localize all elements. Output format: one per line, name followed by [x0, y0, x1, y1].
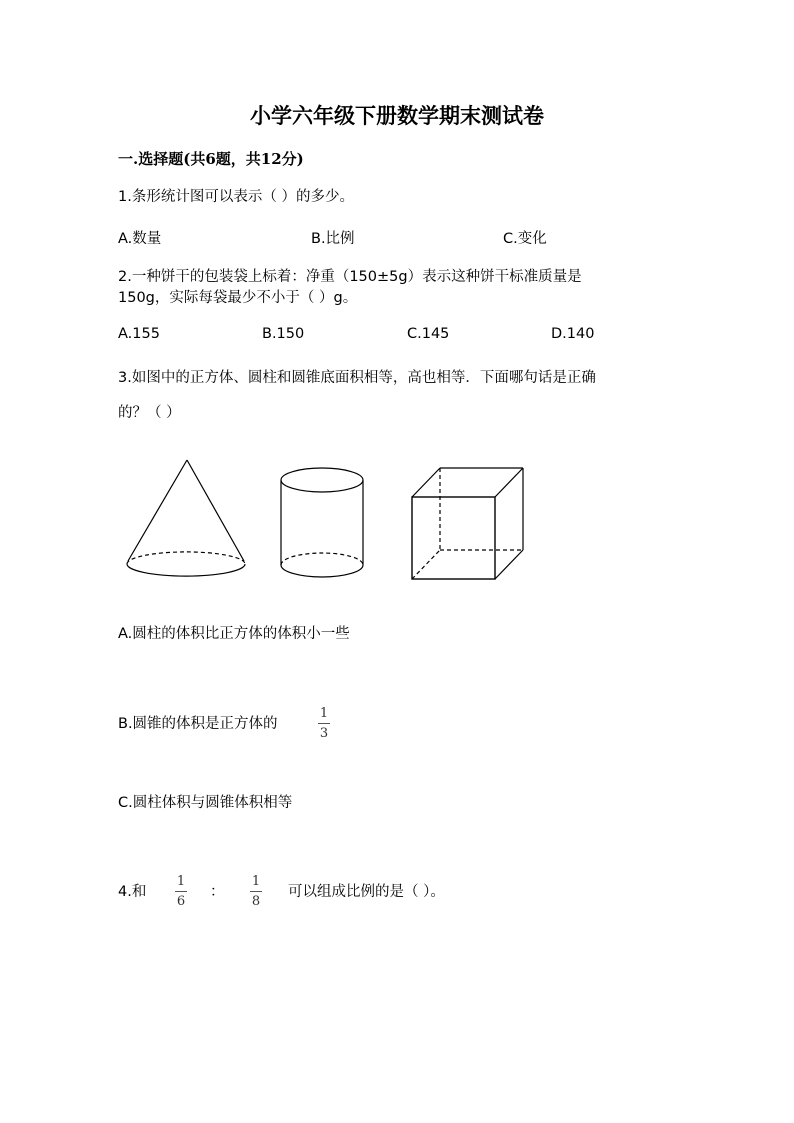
page-title: 小学六年级下册数学期末测试卷 — [250, 103, 544, 128]
question-1-stem: 1.条形统计图可以表示（ ）的多少。 — [118, 189, 354, 205]
fraction-denominator: 6 — [176, 894, 186, 909]
section-heading: 一.选择题(共6题，共12分) — [118, 150, 304, 168]
q2-option-a: A.155 — [118, 326, 160, 342]
q4-fraction-2 — [250, 874, 262, 909]
cylinder-icon — [275, 462, 370, 582]
q3-option-a: A.圆柱的体积比正方体的体积小一些 — [118, 626, 350, 642]
q2-option-b: B.150 — [262, 326, 305, 342]
q4-fraction-1 — [175, 874, 187, 909]
cone-icon — [120, 455, 250, 580]
fraction-bar — [318, 723, 330, 724]
q3-option-b-fraction — [318, 706, 330, 741]
q1-option-c: C.变化 — [503, 231, 547, 247]
fraction-numerator: 1 — [176, 874, 186, 889]
question-4-suffix: 可以组成比例的是（ ）。 — [288, 884, 445, 900]
fraction-denominator: 3 — [319, 726, 329, 741]
question-2-stem-line1: 2.一种饼干的包装袋上标着：净重（150±5g）表示这种饼干标准质量是 — [118, 269, 582, 285]
q2-option-c: C.145 — [407, 326, 450, 342]
fraction-denominator: 8 — [251, 894, 261, 909]
cube-icon — [405, 462, 530, 587]
question-3-stem-line2: 的？（ ） — [118, 405, 181, 421]
fraction-numerator: 1 — [251, 874, 261, 889]
fraction-numerator: 1 — [319, 706, 329, 721]
fraction-bar — [175, 891, 187, 892]
q4-colon: ： — [210, 884, 225, 900]
fraction-bar — [250, 891, 262, 892]
q3-option-b: B.圆锥的体积是正方体的 — [118, 716, 278, 732]
q1-option-a: A.数量 — [118, 231, 162, 247]
q1-option-b: B.比例 — [311, 231, 355, 247]
question-2-stem-line2: 150g，实际每袋最少不小于（ ）g。 — [118, 290, 358, 306]
q3-option-c: C.圆柱体积与圆锥体积相等 — [118, 795, 293, 811]
q2-option-d: D.140 — [551, 326, 595, 342]
question-3-stem-line1: 3.如图中的正方体、圆柱和圆锥底面积相等，高也相等．下面哪句话是正确 — [118, 370, 596, 386]
question-4-prefix: 4.和 — [118, 884, 147, 900]
